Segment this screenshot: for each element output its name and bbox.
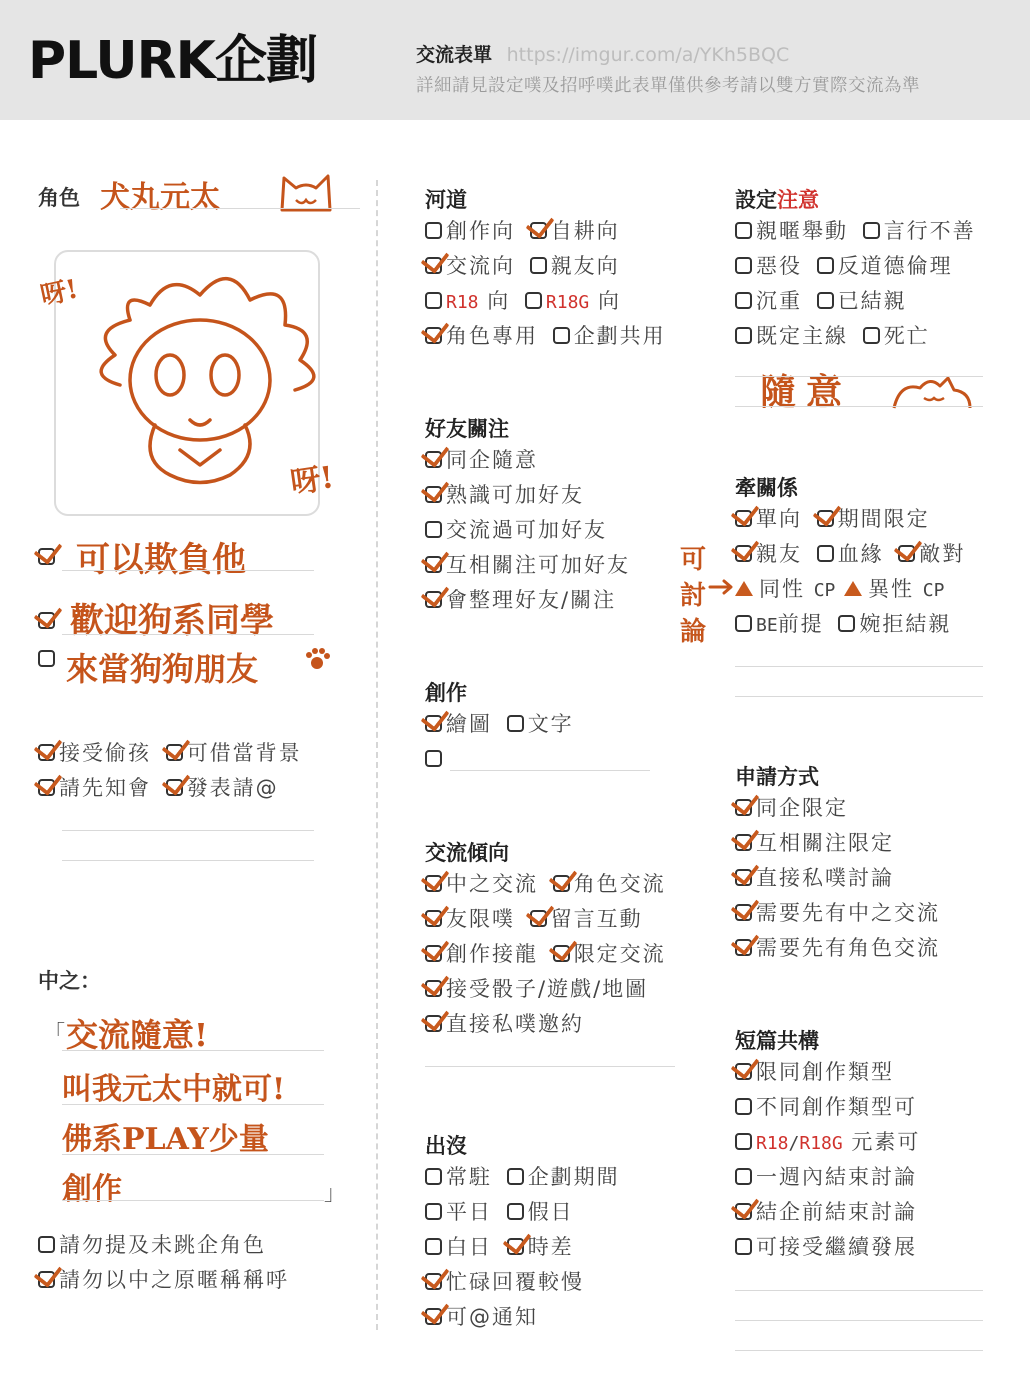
- player-note-3: 佛系PLAY少量: [62, 1122, 269, 1157]
- checkbox-checked[interactable]: [425, 980, 442, 997]
- apply-row-3: [735, 863, 900, 893]
- tendency-row-2: [425, 904, 649, 934]
- checkbox-checked[interactable]: [817, 510, 834, 527]
- header-bar: [0, 0, 1030, 120]
- section-title-presence: 出沒: [425, 1134, 467, 1158]
- section-title-friends: 好友關注: [425, 417, 509, 441]
- tendency-row-4: [425, 974, 654, 1004]
- checkbox[interactable]: [425, 1238, 442, 1255]
- checkbox-checked[interactable]: [425, 945, 442, 962]
- handwritten-note-2: 歡迎狗系同學: [70, 601, 274, 641]
- option-label: 血緣: [837, 542, 884, 566]
- tendency-row-3: [425, 939, 672, 969]
- option-label: 文字: [527, 712, 574, 736]
- option-label: 前提: [777, 612, 824, 636]
- option-label: 創作向: [446, 219, 515, 243]
- option-label: 單向: [756, 507, 802, 531]
- tendency-row-1: [425, 869, 672, 899]
- header-note: 詳細請見設定噗及招呼噗此表單僅供參考請以雙方實際交流為準: [416, 76, 920, 96]
- option-label: 反道德倫理: [837, 254, 953, 278]
- checkbox[interactable]: [735, 1168, 752, 1185]
- checkbox[interactable]: [735, 1098, 752, 1115]
- underline: [735, 1290, 983, 1291]
- column-divider: [376, 180, 378, 1330]
- option-label: 元素可: [851, 1130, 921, 1154]
- cp-tag: CP: [922, 580, 945, 601]
- option-label: 常駐: [446, 1165, 492, 1189]
- option-label: 婉拒結親: [859, 612, 952, 636]
- friends-row-4: [425, 550, 636, 580]
- settings-row-3: [735, 286, 913, 316]
- underline: [735, 376, 983, 377]
- quote-close: 」: [324, 1181, 347, 1205]
- underline: [425, 1066, 675, 1067]
- relations-row-1: [735, 504, 936, 534]
- triangle-mark-icon[interactable]: [735, 581, 753, 596]
- settings-title-text: 設定: [735, 188, 777, 212]
- friends-row-5: [425, 585, 622, 615]
- option-label: 言行不善: [883, 219, 976, 243]
- option-label: 一週內結束討論: [756, 1165, 917, 1189]
- r18-tag: R18: [446, 292, 479, 313]
- option-label: 創作接龍: [446, 942, 538, 966]
- option-label: 互相關注限定: [756, 831, 894, 855]
- option-label: 直接私噗邀約: [446, 1012, 584, 1036]
- option-label: 平日: [446, 1200, 492, 1224]
- option-label: 沉重: [756, 289, 802, 313]
- checkbox[interactable]: [507, 715, 524, 732]
- short-row-1: [735, 1057, 900, 1087]
- option-label: 親暱舉動: [756, 219, 848, 243]
- river-row-1: [425, 216, 626, 246]
- settings-row-4: [735, 321, 936, 351]
- checkbox[interactable]: [525, 292, 542, 309]
- checkbox[interactable]: [735, 327, 752, 344]
- option-label: 不同創作類型可: [756, 1095, 917, 1119]
- player-note-2: 叫我元太中就可!: [62, 1072, 286, 1107]
- option-label: 已結親: [837, 289, 907, 313]
- settings-row-2: [735, 251, 959, 281]
- relations-row-2: [735, 539, 971, 569]
- checkbox[interactable]: [425, 750, 442, 767]
- checkbox-checked[interactable]: [530, 222, 547, 239]
- short-row-2: [735, 1092, 923, 1122]
- option-label: 直接私噗討論: [756, 866, 894, 890]
- checkbox[interactable]: [425, 1168, 442, 1185]
- checkbox-checked[interactable]: [553, 875, 570, 892]
- underline: [735, 1320, 983, 1321]
- option-label: 接受骰子/遊戲/地圖: [446, 977, 649, 1001]
- checkbox[interactable]: [735, 1238, 752, 1255]
- be-tag: BE: [756, 615, 778, 636]
- tendency-row-5: [425, 1009, 590, 1039]
- checkbox[interactable]: [735, 292, 752, 309]
- logo: PLURK企劃: [28, 31, 317, 91]
- option-label: 交流過可加好友: [446, 518, 607, 542]
- underline: [62, 1104, 324, 1105]
- checkbox-checked[interactable]: [425, 1273, 442, 1290]
- character-name: 犬丸元太: [100, 180, 220, 215]
- checkbox[interactable]: [838, 615, 855, 632]
- underline: [62, 860, 314, 861]
- presence-row-2: [425, 1197, 580, 1227]
- underline: [62, 830, 314, 831]
- checkbox-checked[interactable]: [735, 799, 752, 816]
- avatar-shout-2: 呀!: [288, 460, 336, 501]
- checkbox[interactable]: [507, 1203, 524, 1220]
- option-label: 需要先有角色交流: [756, 936, 940, 960]
- checkbox[interactable]: [507, 1168, 524, 1185]
- underline: [450, 770, 650, 771]
- checkbox[interactable]: [530, 257, 547, 274]
- checkbox[interactable]: [863, 222, 880, 239]
- left-bottom-row-1: [38, 1230, 272, 1260]
- option-label: 同企限定: [756, 796, 848, 820]
- underline: [735, 406, 983, 407]
- left-hand-row-3: [38, 644, 59, 674]
- section-title-river: 河道: [425, 188, 467, 212]
- left-hand-row-1: [38, 542, 59, 572]
- option-label: 請勿提及未跳企角色: [59, 1233, 266, 1257]
- underline: [62, 1050, 324, 1051]
- presence-row-5: [425, 1302, 544, 1332]
- underline: [62, 570, 314, 571]
- option-label: 既定主線: [756, 324, 848, 348]
- left-bottom-row-2: [38, 1265, 295, 1295]
- option-label: 向: [597, 289, 621, 313]
- checkbox-checked[interactable]: [425, 486, 442, 503]
- option-label: 可接受繼續發展: [756, 1235, 917, 1259]
- friends-row-1: [425, 445, 544, 475]
- player-note-4: 創作: [62, 1172, 122, 1207]
- settings-row-1: [735, 216, 982, 246]
- friends-row-3: [425, 515, 613, 545]
- checkbox-checked[interactable]: [38, 744, 55, 761]
- option-label: 接受偷孩: [59, 741, 151, 765]
- checkbox[interactable]: [553, 327, 570, 344]
- section-title-creation: 創作: [425, 681, 467, 705]
- player-note-1: 交流隨意!: [66, 1016, 209, 1054]
- checkbox-checked[interactable]: [38, 612, 55, 629]
- section-title-apply: 申請方式: [735, 765, 819, 789]
- apply-row-2: [735, 828, 900, 858]
- url-link[interactable]: https://imgur.com/a/YKh5BQC: [506, 44, 790, 66]
- apply-row-4: [735, 898, 946, 928]
- checkbox-checked[interactable]: [553, 945, 570, 962]
- option-label: 同性: [759, 577, 805, 601]
- checkbox[interactable]: [817, 257, 834, 274]
- handwritten-note-1: 可以欺負他: [76, 540, 246, 580]
- checkbox-checked[interactable]: [735, 869, 752, 886]
- checkbox-checked[interactable]: [735, 834, 752, 851]
- option-label: 向: [487, 289, 511, 313]
- avatar-shout-1: 呀!: [37, 274, 81, 312]
- option-label: 敵對: [919, 542, 966, 566]
- option-label: 角色交流: [573, 872, 666, 896]
- apply-row-5: [735, 933, 946, 963]
- checkbox-checked[interactable]: [735, 904, 752, 921]
- checkbox[interactable]: [817, 292, 834, 309]
- section-title-tendency: 交流傾向: [425, 841, 509, 865]
- handwritten-note-3: 來當狗狗朋友: [66, 650, 259, 688]
- option-label: 會整理好友/關注: [446, 588, 617, 612]
- checkbox[interactable]: [425, 222, 442, 239]
- relations-row-4: [735, 609, 957, 639]
- paw-icon: [304, 646, 330, 672]
- checkbox-checked[interactable]: [425, 910, 442, 927]
- checkbox-checked[interactable]: [166, 779, 183, 796]
- checkbox-checked[interactable]: [38, 779, 55, 796]
- option-label: 留言互動: [550, 907, 643, 931]
- river-row-4: [425, 321, 672, 351]
- form-title: 交流表單: [416, 44, 493, 66]
- presence-row-1: [425, 1162, 626, 1192]
- checkbox-checked[interactable]: [425, 715, 442, 732]
- option-label: 結企前結束討論: [756, 1200, 917, 1224]
- checkbox-checked[interactable]: [735, 545, 752, 562]
- left-option-row-1: [38, 738, 308, 768]
- r18g-tag: R18G: [799, 1133, 843, 1154]
- triangle-mark-icon[interactable]: [844, 581, 862, 596]
- checkbox[interactable]: [735, 222, 752, 239]
- underline: [735, 696, 983, 697]
- option-label: 同企隨意: [446, 448, 538, 472]
- option-label: 角色專用: [446, 324, 538, 348]
- checkbox-checked[interactable]: [530, 910, 547, 927]
- arrow-right-icon: [708, 578, 736, 596]
- underline: [62, 634, 314, 635]
- r18g-tag: R18G: [545, 292, 590, 313]
- relations-side-note: 可討論: [680, 545, 707, 647]
- underline: [735, 1350, 983, 1351]
- checkbox-checked[interactable]: [425, 875, 442, 892]
- underline: [62, 1200, 324, 1201]
- option-label: 熟識可加好友: [446, 483, 584, 507]
- short-row-4: [735, 1162, 923, 1192]
- checkbox-checked[interactable]: [425, 1015, 442, 1032]
- option-label: 忙碌回覆較慢: [446, 1270, 584, 1294]
- option-label: 互相關注可加好友: [446, 553, 630, 577]
- checkbox-checked[interactable]: [735, 939, 752, 956]
- checkbox-checked[interactable]: [735, 1063, 752, 1080]
- checkbox[interactable]: [817, 545, 834, 562]
- river-row-3: [425, 286, 627, 316]
- option-label: 企劃期間: [527, 1165, 620, 1189]
- player-label: 中之：: [38, 969, 101, 993]
- settings-title-warning: 注意: [777, 188, 819, 212]
- checkbox-checked[interactable]: [507, 1238, 524, 1255]
- form-title-line: [416, 40, 789, 67]
- checkbox-checked[interactable]: [425, 451, 442, 468]
- checkbox-checked[interactable]: [425, 327, 442, 344]
- checkbox-checked[interactable]: [166, 744, 183, 761]
- option-label: 親友向: [550, 254, 620, 278]
- presence-row-3: [425, 1232, 580, 1262]
- option-label: 白日: [446, 1235, 492, 1259]
- checkbox[interactable]: [425, 292, 442, 309]
- option-label: 交流向: [446, 254, 515, 278]
- option-label: 發表請@: [186, 776, 279, 800]
- checkbox-checked[interactable]: [38, 1271, 55, 1288]
- underline: [120, 208, 360, 209]
- checkbox[interactable]: [735, 615, 752, 632]
- relations-row-3: [735, 574, 944, 604]
- option-label: 親友: [756, 542, 802, 566]
- checkbox-checked[interactable]: [735, 1203, 752, 1220]
- option-label: 限同創作類型: [756, 1060, 894, 1084]
- option-label: 異性: [868, 577, 915, 601]
- creation-row-2: [425, 744, 446, 774]
- checkbox[interactable]: [38, 650, 55, 667]
- option-label: 自耕向: [550, 219, 620, 243]
- slash: /: [788, 1133, 800, 1154]
- character-label: 角色: [38, 186, 80, 210]
- cp-tag: CP: [813, 580, 836, 601]
- checkbox-checked[interactable]: [425, 556, 442, 573]
- option-label: 需要先有中之交流: [756, 901, 940, 925]
- option-label: 限定交流: [573, 942, 666, 966]
- friends-row-2: [425, 480, 590, 510]
- option-label: 可@通知: [446, 1305, 538, 1329]
- option-label: 中之交流: [446, 872, 538, 896]
- checkbox[interactable]: [38, 1236, 55, 1253]
- section-title-short: 短篇共構: [735, 1029, 819, 1053]
- section-title-settings: [735, 184, 819, 214]
- underline: [735, 666, 983, 667]
- short-row-6: [735, 1232, 923, 1262]
- r18-tag: R18: [756, 1133, 789, 1154]
- option-label: 企劃共用: [573, 324, 666, 348]
- checkbox[interactable]: [425, 1203, 442, 1220]
- river-row-2: [425, 251, 626, 281]
- checkbox[interactable]: [425, 521, 442, 538]
- option-label: 友限噗: [446, 907, 515, 931]
- checkbox-checked[interactable]: [425, 257, 442, 274]
- checkbox[interactable]: [735, 257, 752, 274]
- checkbox-checked[interactable]: [425, 591, 442, 608]
- section-title-relations: 牽關係: [735, 476, 798, 500]
- apply-row-1: [735, 793, 854, 823]
- checkbox[interactable]: [863, 327, 880, 344]
- left-option-row-2: [38, 773, 285, 803]
- option-label: 時差: [527, 1235, 574, 1259]
- option-label: 死亡: [883, 324, 930, 348]
- short-row-3: [735, 1127, 926, 1157]
- option-label: 可借當背景: [186, 741, 302, 765]
- option-label: 惡役: [756, 254, 802, 278]
- underline: [62, 1154, 324, 1155]
- settings-handwritten: 隨意: [760, 371, 853, 413]
- option-label: 請勿以中之原暱稱稱呼: [59, 1268, 289, 1292]
- option-label: 期間限定: [837, 507, 930, 531]
- creation-row-1: [425, 709, 580, 739]
- option-label: 假日: [527, 1200, 574, 1224]
- checkbox[interactable]: [735, 1133, 752, 1150]
- presence-row-4: [425, 1267, 590, 1297]
- checkbox-checked[interactable]: [735, 510, 752, 527]
- option-label: 繪圖: [446, 712, 492, 736]
- checkbox-checked[interactable]: [38, 548, 55, 565]
- left-hand-row-2: [38, 606, 59, 636]
- option-label: 請先知會: [59, 776, 151, 800]
- checkbox-checked[interactable]: [425, 1308, 442, 1325]
- checkbox-checked[interactable]: [898, 545, 915, 562]
- quote-open: 「: [44, 1021, 67, 1045]
- short-row-5: [735, 1197, 923, 1227]
